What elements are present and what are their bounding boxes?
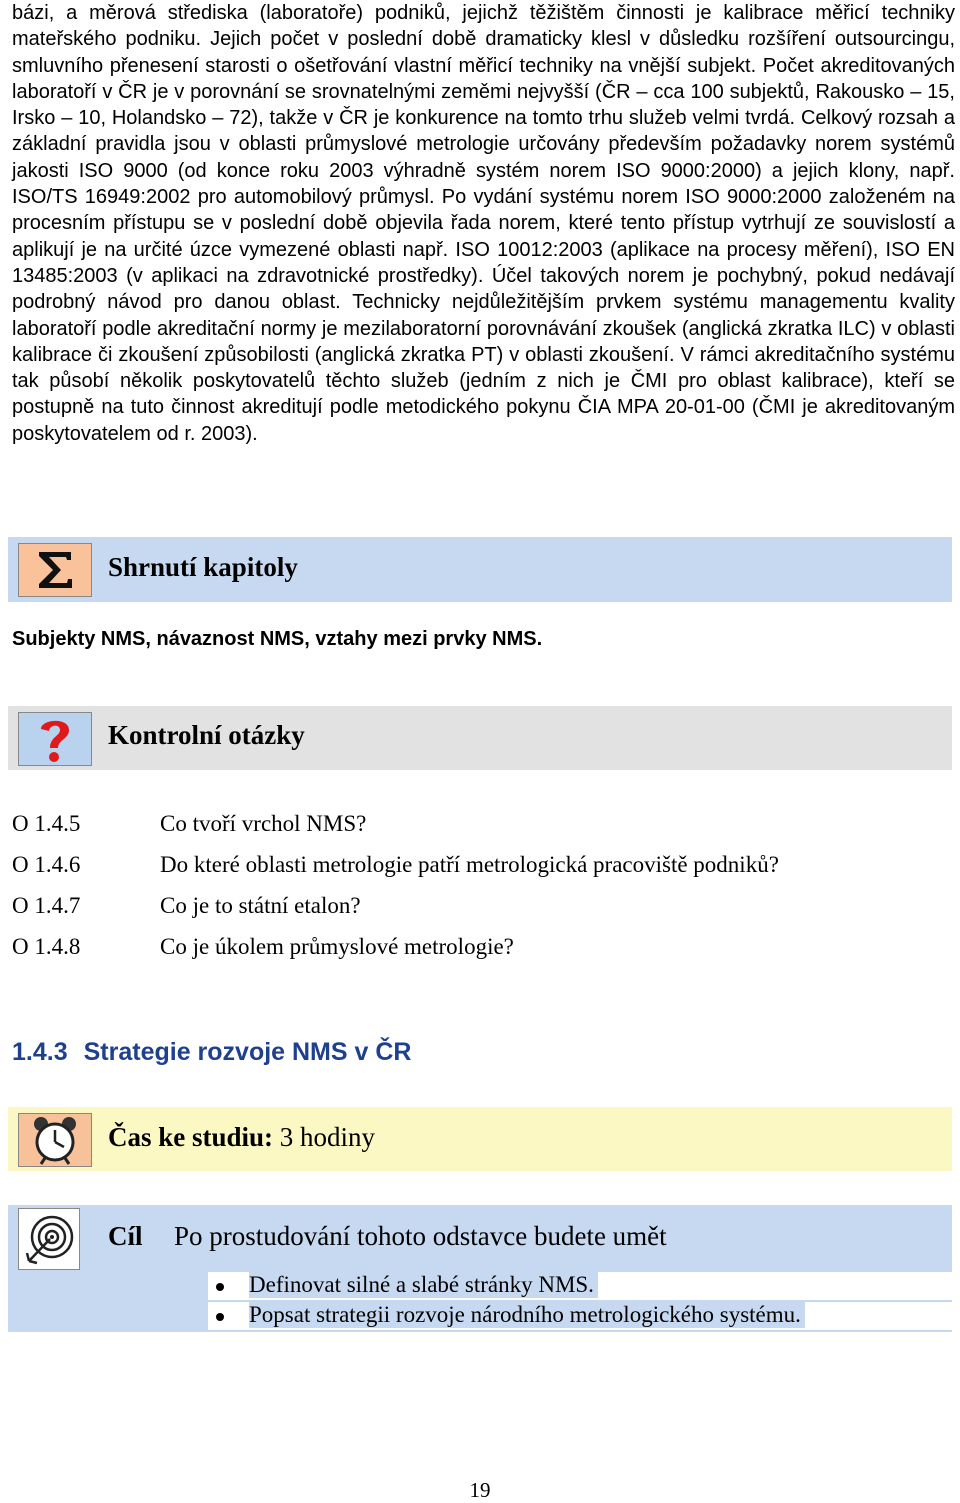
question-number: O 1.4.5 bbox=[12, 811, 81, 836]
question-number: O 1.4.6 bbox=[12, 852, 81, 877]
question-number: O 1.4.8 bbox=[12, 934, 81, 959]
section-number: 1.4.3 bbox=[12, 1038, 68, 1066]
goal-bullet-text: Popsat strategii rozvoje národního metrologického systému. bbox=[249, 1302, 805, 1328]
question-text: Co tvoří vrchol NMS? bbox=[160, 811, 367, 836]
goal-label: Cíl bbox=[108, 1221, 143, 1251]
bullet-icon bbox=[216, 1313, 224, 1321]
study-time-label: Čas ke studiu: bbox=[108, 1122, 274, 1152]
questions-title: Kontrolní otázky bbox=[108, 720, 305, 750]
control-questions-box bbox=[8, 706, 952, 770]
section-heading bbox=[12, 1038, 411, 1067]
goal-box bbox=[8, 1205, 952, 1332]
question-mark-icon bbox=[18, 712, 92, 766]
alarm-clock-icon bbox=[18, 1113, 92, 1167]
goal-bullet-text: Definovat silné a slabé stránky NMS. bbox=[249, 1272, 598, 1298]
list-item bbox=[208, 1302, 952, 1330]
goal-intro: Po prostudování tohoto odstavce budete umět bbox=[174, 1221, 667, 1251]
list-item bbox=[208, 1272, 952, 1300]
summary-title: Shrnutí kapitoly bbox=[108, 552, 298, 582]
sigma-icon bbox=[18, 543, 92, 597]
body-paragraph: bázi, a měrová střediska (laboratoře) podniků, jejichž těžištěm činnosti je kalibrace měřicí techniky mateřského podniku. Jejich počet v poslední době dramaticky klesl v důsledku rozšíření outsourcingu, smluvního přenesení starosti o ošetřování vlastní měřicí techniky na vnější subjekt. Počet akreditovaných laboratoří v ČR je v porovnání se srovnatelnými zeměmi nejvyšší (ČR – cca 100 subjektů, Rakousko – 15, Irsko – 10, Holandsko – 72), takže v ČR je konkurence na tomto trhu služeb velmi tvrdá. Celkový rozsah a základní pravidla jsou v oblasti průmyslové metrologie určovány především požadavky norem systémů jakosti ISO 9000 (od konce roku 2003 výhradně systém norem ISO 9000:2000) a jejich klony, např. ISO/TS 16949:2002 pro automobilový průmysl. Po vydání systému norem ISO 9000:2000 založeném na procesním přístupu se v poslední době objevila řada norem, které tento přístup vytrhují ze souvislostí a aplikují je na určité úzce vymezené oblasti např. ISO 10012:2003 (aplikace na procesy měření), ISO EN 13485:2003 (v aplikaci na zdravotnické prostředky). Účel takových norem je pochybný, pokud nedávají podrobný návod pro danou oblast. Technicky nejdůležitějším prvkem systému managementu kvality laboratoří podle akreditační normy je mezilaboratorní porovnávání zkoušek (anglická zkratka ILC) v oblasti kalibrace či zkoušení způsobilosti (anglická zkratka PT) v oblasti zkoušení. V rámci akreditačního systému tak působí několik poskytovatelů těchto služeb (jedním z nich je ČMI pro oblast kalibrace), kteří se postupně na tuto činnost akreditují podle metodického pokynu ČIA MPA 20-01-00 (ČMI je akreditovaným poskytovatelem od r. 2003). bbox=[12, 2, 955, 445]
section-title: Strategie rozvoje NMS v ČR bbox=[83, 1038, 412, 1066]
question-number: O 1.4.7 bbox=[12, 893, 81, 918]
study-time-title bbox=[108, 1122, 375, 1153]
question-text: Do které oblasti metrologie patří metrologická pracoviště podniků? bbox=[160, 852, 779, 877]
question-text: Co je úkolem průmyslové metrologie? bbox=[160, 934, 514, 959]
question-text: Co je to státní etalon? bbox=[160, 893, 361, 918]
goal-bullet-list bbox=[208, 1272, 952, 1332]
bullet-icon bbox=[216, 1283, 224, 1291]
target-icon bbox=[18, 1208, 80, 1270]
page-number: 19 bbox=[469, 1478, 491, 1502]
chapter-summary-box bbox=[8, 537, 952, 602]
summary-text: Subjekty NMS, návaznost NMS, vztahy mezi prvky NMS. bbox=[12, 628, 543, 650]
study-time-box bbox=[8, 1107, 952, 1171]
study-time-value: 3 hodiny bbox=[279, 1122, 376, 1152]
